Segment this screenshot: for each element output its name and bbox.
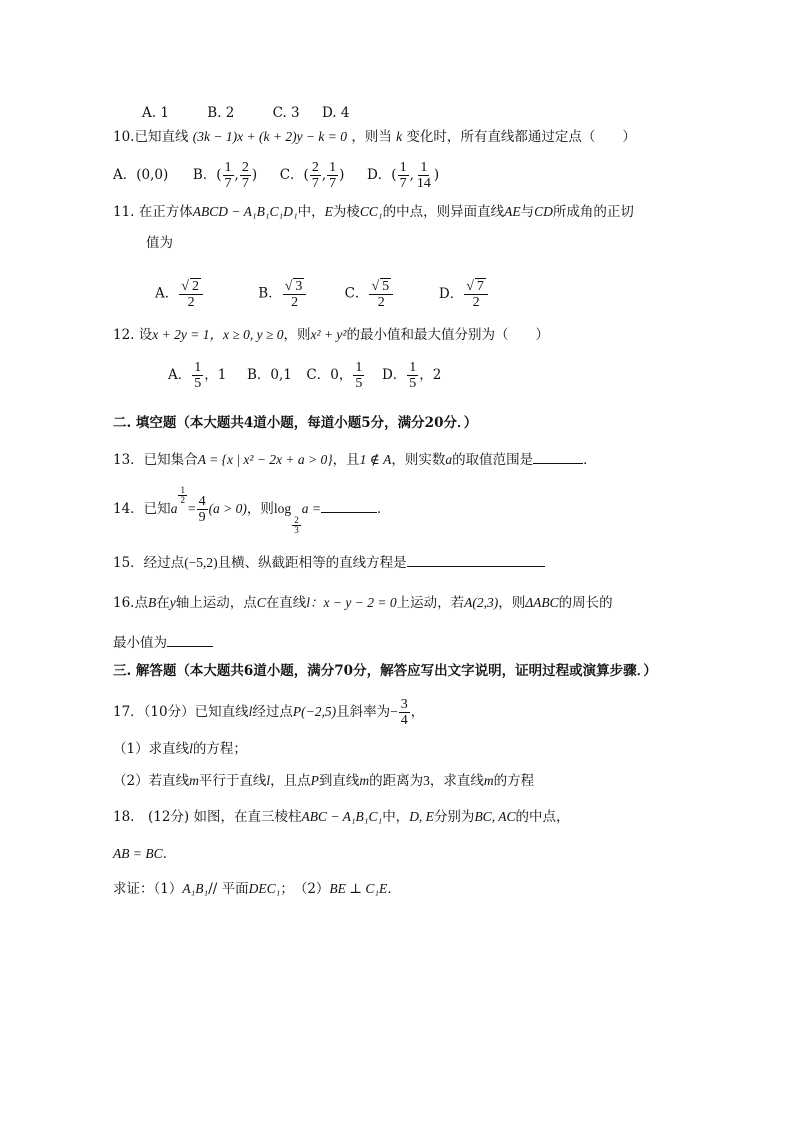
- q16-triangle: ΔABC: [525, 595, 559, 610]
- q14-stem: [113, 485, 391, 535]
- denominator: 2: [187, 295, 195, 310]
- denominator: 2: [291, 295, 299, 310]
- q16-y-axis: y: [169, 595, 176, 610]
- q14-answer-blank[interactable]: [321, 498, 377, 513]
- numerator: 1: [355, 360, 363, 375]
- option-label: D．: [381, 367, 407, 383]
- q17-line-m: m: [359, 773, 370, 788]
- q11-text-f: 所成角的正切: [552, 204, 634, 220]
- q14-log: log: [273, 501, 292, 516]
- q18-points-de: D, E: [409, 809, 434, 824]
- q18-text: 分别为: [433, 809, 475, 825]
- q18-proof-text: 求证：（1）: [113, 881, 183, 897]
- q17-point-p: P(−2,5): [292, 704, 337, 719]
- numerator: 1: [180, 485, 185, 495]
- numerator: 1: [329, 160, 337, 175]
- q10-option-d-label: D．(: [366, 167, 397, 183]
- option-label: A．: [168, 367, 192, 383]
- q10-option-b: B．( $\frac{1}{7}$ , $\frac{2}{7}$ ): [192, 160, 262, 191]
- q11-stem: [113, 203, 634, 221]
- q14-tail: a =: [301, 501, 321, 516]
- q12-options: [168, 360, 441, 391]
- q17-line-l: l: [266, 773, 271, 788]
- q17-minus: −: [390, 704, 398, 719]
- q10-d-frac1: [398, 160, 409, 191]
- option-label: C．0，: [306, 367, 353, 383]
- q14-mid: ，则: [246, 501, 274, 517]
- q15-answer-blank[interactable]: [407, 552, 545, 567]
- q17-point-p: P: [310, 773, 319, 788]
- q10-k: k: [396, 129, 403, 144]
- q11-text-d: 的中点，则异面直线: [382, 204, 505, 220]
- q11-option-d: [438, 279, 489, 310]
- q17-end: ，: [410, 704, 425, 720]
- denominator: 2: [472, 295, 480, 310]
- q18-proof: [113, 880, 401, 898]
- radicand: 2: [191, 279, 199, 294]
- q11-option-a: [155, 278, 254, 310]
- q17-line-l: l: [248, 704, 253, 719]
- q17-part2: [113, 772, 534, 790]
- q11-option-c: [345, 278, 435, 310]
- q12-stem: [113, 326, 549, 344]
- q12-a-frac: [192, 360, 203, 391]
- q17-text: 经过点: [252, 704, 293, 720]
- q16-text: 在: [156, 595, 170, 611]
- numerator: 3: [400, 697, 408, 712]
- q14-prefix: 14．已知: [113, 501, 171, 517]
- denominator: 7: [311, 176, 319, 191]
- q10-b-frac1: [223, 160, 234, 191]
- q16-text: 轴上运动，点: [175, 595, 257, 611]
- section-2-heading: 二. 填空题（本大题共4道小题，每道小题5分，满分20分．）: [113, 415, 478, 431]
- q16-point-c: C: [256, 595, 266, 610]
- q16-stem-line2: [113, 632, 213, 652]
- q11-edge: CC₁: [359, 204, 383, 219]
- q16-text: 的周长的: [558, 595, 613, 611]
- q16-text: 上运动，若: [396, 595, 465, 611]
- q10-option-c-label: C．(: [279, 167, 309, 183]
- q9-option-d: D. 4: [321, 105, 350, 121]
- q11-text-c: 为棱: [332, 204, 360, 220]
- q17-line-m: m: [189, 773, 199, 788]
- denominator: 14: [416, 176, 431, 191]
- q18-text: 中，: [382, 809, 410, 825]
- q12-c-frac: [353, 360, 364, 391]
- q10-options: [113, 160, 439, 191]
- q11-text-b: 中，: [297, 204, 325, 220]
- numerator: 2: [241, 160, 249, 175]
- denominator: 9: [198, 510, 206, 525]
- q11-line-ae: AE: [504, 204, 521, 219]
- radicand: 5: [382, 279, 390, 294]
- q18-plane: DEC₁: [248, 881, 281, 896]
- q17-part2-text: ，且点: [270, 773, 311, 789]
- denominator: 5: [409, 376, 417, 391]
- denominator: 7: [241, 176, 249, 191]
- q17-part2-text: 的距离为: [369, 773, 424, 789]
- q10-d-frac2: [415, 160, 433, 191]
- q16-line-l: l：x − y − 2 = 0: [306, 595, 397, 610]
- q14-exponent: [178, 486, 187, 505]
- q16-text: 在直线: [265, 595, 307, 611]
- q17-part1: [113, 740, 247, 758]
- q18-perpendicular: BE ⊥ C₁E: [329, 881, 388, 896]
- q10-option-c: C．( $\frac{2}{7}$ , $\frac{1}{7}$ ): [279, 160, 349, 191]
- q10-option-a: A．(0,0): [113, 167, 169, 183]
- denominator: 7: [329, 176, 337, 191]
- q16-point-b: B: [147, 595, 157, 610]
- q17-distance: 3: [423, 773, 430, 788]
- q9-options: [142, 104, 383, 122]
- q18-prism: ABC − A₁B₁C₁: [301, 809, 383, 824]
- denominator: 5: [355, 376, 363, 391]
- q14-equals: =: [187, 501, 196, 516]
- q13-prefix: 13．已知集合: [113, 452, 198, 468]
- option-label: B．: [258, 285, 282, 302]
- q11-point-e: E: [324, 204, 333, 219]
- denominator: 2: [377, 295, 385, 310]
- q12-expression: x² + y²: [310, 327, 347, 342]
- section-3-heading: 三. 解答题（本大题共6道小题，满分70分，解答应写出文字说明，证明过程或演算步骤．）: [113, 663, 657, 679]
- q10-c-frac2: [327, 160, 338, 191]
- numerator: 1: [194, 360, 202, 375]
- q15-point: (−5,2): [184, 555, 218, 570]
- q12-mid: ，则: [283, 327, 311, 343]
- q13-answer-blank[interactable]: [533, 449, 583, 464]
- option-tail: ，2: [419, 367, 442, 383]
- q10-tail: 变化时，所有直线都通过定点（ ）: [406, 129, 636, 145]
- option-label: D．: [438, 285, 464, 302]
- denominator: 7: [399, 176, 407, 191]
- q18-prefix: 18. (12分) 如图，在直三棱柱: [113, 809, 302, 825]
- denominator: 3: [294, 525, 299, 535]
- q10-b-frac2: [240, 160, 251, 191]
- q12-d-frac: [407, 360, 418, 391]
- q12-option-a: [168, 360, 227, 391]
- q12-option-d: [381, 360, 442, 391]
- q13-mid2: ，则实数: [391, 452, 446, 468]
- option-label: A．: [155, 285, 179, 302]
- q18-text: 的中点，: [515, 809, 570, 825]
- q15-tail: 且横、纵截距相等的直线方程是: [217, 555, 407, 571]
- q12-option-b: B．0,1: [246, 367, 292, 383]
- q12-prefix: 12. 设: [113, 327, 153, 343]
- q16-point-a: A(2,3): [464, 595, 499, 610]
- q16-stem: [113, 594, 613, 612]
- q13-var-a: a: [445, 452, 453, 467]
- q9-option-c: C. 3: [272, 105, 300, 121]
- q10-option-b-label: B．(: [192, 167, 222, 183]
- q18-end: ．: [387, 881, 401, 897]
- q13-tail: 的取值范围是: [452, 452, 534, 468]
- q18-stem: [113, 808, 569, 826]
- q17-stem: [113, 697, 424, 728]
- q17-part2-text: ，求直线: [429, 773, 484, 789]
- q14-base-a: a: [170, 501, 178, 516]
- q17-line-m: m: [483, 773, 494, 788]
- q17-slope: [399, 697, 410, 728]
- q17-part1-text: （1）求直线: [113, 741, 190, 757]
- q11-line-cd: CD: [534, 204, 553, 219]
- q18-stem-line2: [113, 845, 176, 863]
- q13-mid: ，且: [332, 452, 360, 468]
- q14-frac: [197, 494, 208, 525]
- q10-option-d: D．( $\frac{1}{7}$ , $\frac{1}{14}$ ): [366, 160, 440, 191]
- q10-equation: (3k − 1)x + (k + 2)y − k = 0: [192, 129, 348, 144]
- q18-edge-a1b1: A₁B₁: [182, 881, 209, 896]
- q16-text: ，则: [498, 595, 526, 611]
- q17-line-l: l: [189, 741, 193, 756]
- numerator: √ 7: [464, 278, 488, 295]
- q12-tail: 的最小值和最大值分别为（ ）: [346, 327, 549, 343]
- q10-mid: ，则当: [351, 129, 392, 145]
- q17-part2-text: （2）若直线: [113, 773, 190, 789]
- q11-option-b: [258, 278, 340, 310]
- q17-text: 且斜率为: [336, 704, 391, 720]
- q17-part1-text: 的方程；: [192, 741, 247, 757]
- denominator: 2: [180, 495, 185, 505]
- q11-a-frac: [179, 278, 203, 310]
- q11-stem-line2: 值为: [146, 235, 173, 251]
- q13-condition: 1 ∉ A: [359, 452, 392, 467]
- numerator: √ 3: [283, 278, 307, 295]
- q18-parallel: // 平面: [208, 881, 249, 897]
- option-tail: ，1: [204, 367, 227, 383]
- numerator: 1: [399, 160, 407, 175]
- q11-d-frac: [464, 278, 488, 310]
- denominator: 4: [400, 713, 408, 728]
- q17-part2-text: 的方程: [493, 773, 535, 789]
- q16-answer-blank[interactable]: [167, 632, 213, 647]
- q16-prefix: 16.点: [113, 595, 148, 611]
- q12-option-c: [306, 360, 365, 391]
- numerator: 1: [420, 160, 428, 175]
- numerator: 4: [198, 494, 206, 509]
- radicand: 3: [295, 279, 303, 294]
- q17-part2-text: 到直线: [318, 773, 360, 789]
- q14-log-base: [292, 516, 301, 535]
- numerator: 1: [224, 160, 232, 175]
- numerator: 2: [294, 515, 299, 525]
- q14-condition: (a > 0): [208, 501, 247, 516]
- numerator: 2: [311, 160, 319, 175]
- q11-options: [155, 278, 489, 310]
- q11-b-frac: [283, 278, 307, 310]
- q14-end: ．: [376, 501, 391, 517]
- q12-condition: x + 2y = 1，x ≥ 0, y ≥ 0: [152, 327, 284, 342]
- q11-text-e: 与: [520, 204, 535, 220]
- q11-c-frac: [369, 278, 393, 310]
- q10-stem: [113, 128, 636, 146]
- q17-prefix: 17．（10分）已知直线: [113, 704, 249, 720]
- numerator: √ 2: [179, 278, 203, 295]
- q18-end: ．: [162, 846, 177, 862]
- q17-part2-text: 平行于直线: [198, 773, 267, 789]
- q10-c-frac1: [310, 160, 321, 191]
- q15-stem: [113, 552, 545, 572]
- denominator: 5: [194, 376, 202, 391]
- q11-text-a: 11. 在正方体: [113, 204, 193, 220]
- q18-segments: BC, AC: [474, 809, 516, 824]
- option-label: C．: [344, 285, 369, 302]
- q15-prefix: 15．经过点: [113, 555, 185, 571]
- numerator: √ 5: [369, 278, 393, 295]
- q9-option-a: A. 1: [142, 105, 169, 121]
- q16-line2-text: 最小值为: [113, 635, 167, 651]
- q11-cube: ABCD − A₁B₁C₁D₁: [192, 204, 298, 219]
- q13-stem: [113, 449, 597, 469]
- q13-set: A = {x | x² − 2x + a > 0}: [197, 452, 333, 467]
- q13-end: ．: [583, 452, 597, 468]
- denominator: 7: [224, 176, 232, 191]
- q18-text: ； （2）: [280, 881, 330, 897]
- q18-condition: AB = BC: [113, 846, 163, 861]
- radicand: 7: [476, 279, 484, 294]
- numerator: 1: [409, 360, 417, 375]
- q9-option-b: B. 2: [207, 105, 235, 121]
- q10-prefix: 10.已知直线: [113, 129, 189, 145]
